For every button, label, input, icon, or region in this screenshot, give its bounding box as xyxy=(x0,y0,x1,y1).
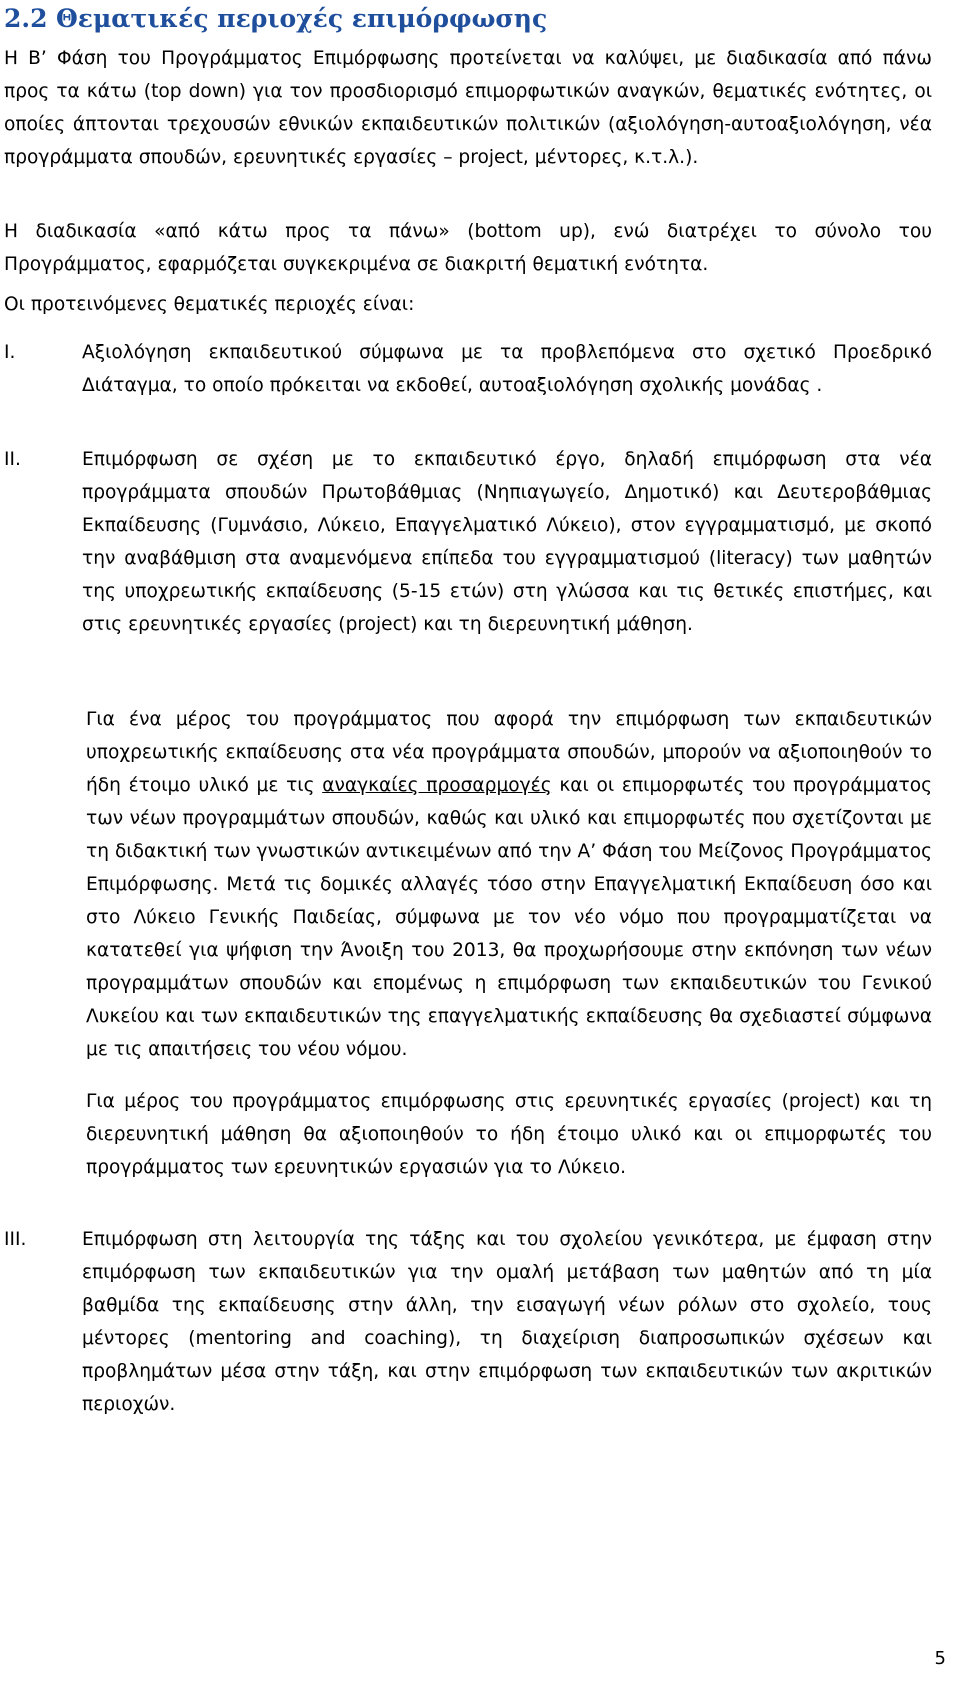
section-heading xyxy=(4,2,547,36)
list-item-text: Επιμόρφωση σε σχέση με το εκπαιδευτικό έργο, δηλαδή επιμόρφωση στα νέα προγράμματα σπουδών Πρωτοβάθμιας (Νηπιαγωγείο, Δημοτικό) και Δευτεροβάθμιας Εκπαίδευσης (Γυμνάσιο, Λύκειο, Επαγγελματικό Λύκειο), στον εγγραμματισμό, με σκοπό την αναβάθμιση στα αναμενόμενα επίπεδα του εγγραμματισμού (literacy) των μαθητών της υποχρεωτικής εκπαίδευσης (5-15 ετών) στη γλώσσα και τις θετικές επιστήμες, και στις ερευνητικές εργασίες (project) και τη διερευνητική μάθηση. xyxy=(82,449,932,635)
intro-paragraph: Η Β’ Φάση του Προγράμματος Επιμόρφωσης προτείνεται να καλύψει, με διαδικασία από πάνω προς τα κάτω (top down) για τον προσδιορισμό επιμορφωτικών αναγκών, θεματικές ενότητες, οι οποίες άπτονται τρεχουσών εθνικών εκπαιδευτικών πολιτικών (αξιολόγηση-αυτοαξιολόγηση, νέα προγράμματα σπουδών, ερευνητικές εργασίες – project, μέντορες, κ.τ.λ.). xyxy=(4,48,932,168)
bottom-up-paragraph: Η διαδικασία «από κάτω προς τα πάνω» (bottom up), ενώ διατρέχει το σύνολο του Προγράμματος, εφαρμόζεται συγκεκριμένα σε διακριτή θεματική ενότητα. xyxy=(4,221,932,275)
list-numeral: III. xyxy=(4,1229,27,1250)
list-numeral: I. xyxy=(4,342,16,363)
underlined-text: αναγκαίες προσαρμογές xyxy=(322,775,552,796)
list-numeral: II. xyxy=(4,449,21,470)
list-item-paragraph: Για μέρος του προγράμματος επιμόρφωσης στις ερευνητικές εργασίες (project) και τη διερευνητική μάθηση θα αξιοποιηθούν το ήδη έτοιμο υλικό και οι επιμορφωτές του προγράμματος των ερευνητικών εργασιών για το Λύκειο. xyxy=(86,1091,932,1178)
text-run: και οι επιμορφωτές του προγράμματος των νέων προγραμμάτων σπουδών, καθώς και υλικό και επιμορφωτές που σχετίζονται με τη διδακτική των γνωστικών αντικειμένων από την Α’ Φάση του Μείζονος Προγράμματος Επιμόρφωσης. Μετά τις δομικές αλλαγές τόσο στην Επαγγελματική Εκπαίδευση όσο και στο Λύκειο Γενικής Παιδείας, σύμφωνα με τον νέο νόμο που προγραμματίζεται να κατατεθεί για ψήφιση την Άνοιξη του 2013, θα προχωρήσουμε στην εκπόνηση των νέων προγραμμάτων σπουδών και επομένως η επιμόρφωση των εκπαιδευτικών του Γενικού Λυκείου και των εκπαιδευτικών της επαγγελματικής εκπαίδευσης θα σχεδιαστεί σύμφωνα με τις απαιτήσεις του νέου νόμου. xyxy=(86,775,932,1060)
page-number: 5 xyxy=(934,1648,946,1669)
section-title: Θεματικές περιοχές επιμόρφωσης xyxy=(56,4,548,33)
text-run: Για ένα μέρος του προγράμματος που αφορά την επιμόρφωση των εκπαιδευτικών υποχρεωτικής εκπαίδευσης στα νέα προγράμματα σπουδών, μπορούν να αξιοποιηθούν το ήδη έτοιμο υλικό με τις xyxy=(86,709,932,796)
list-item-text: Επιμόρφωση στη λειτουργία της τάξης και του σχολείου γενικότερα, με έμφαση στην επιμόρφωση των εκπαιδευτικών για την ομαλή μετάβαση των μαθητών από τη μία βαθμίδα της εκπαίδευσης στην άλλη, την εισαγωγή νέων ρόλων στο σχολείο, τους μέντορες (mentoring and coaching), τη διαχείριση διαπροσωπικών σχέσεων και προβλημάτων μέσα στην τάξη, και στην επιμόρφωση των εκπαιδευτικών των ακριτικών περιοχών. xyxy=(82,1229,932,1415)
section-number: 2.2 xyxy=(4,4,48,33)
list-item-paragraph xyxy=(86,703,932,1066)
list-item-text: Αξιολόγηση εκπαιδευτικού σύμφωνα με τα προβλεπόμενα στο σχετικό Προεδρικό Διάταγμα, το οποίο πρόκειται να εκδοθεί, αυτοαξιολόγηση σχολικής μονάδας . xyxy=(82,342,932,396)
areas-intro: Οι προτεινόμενες θεματικές περιοχές είναι: xyxy=(4,294,415,315)
